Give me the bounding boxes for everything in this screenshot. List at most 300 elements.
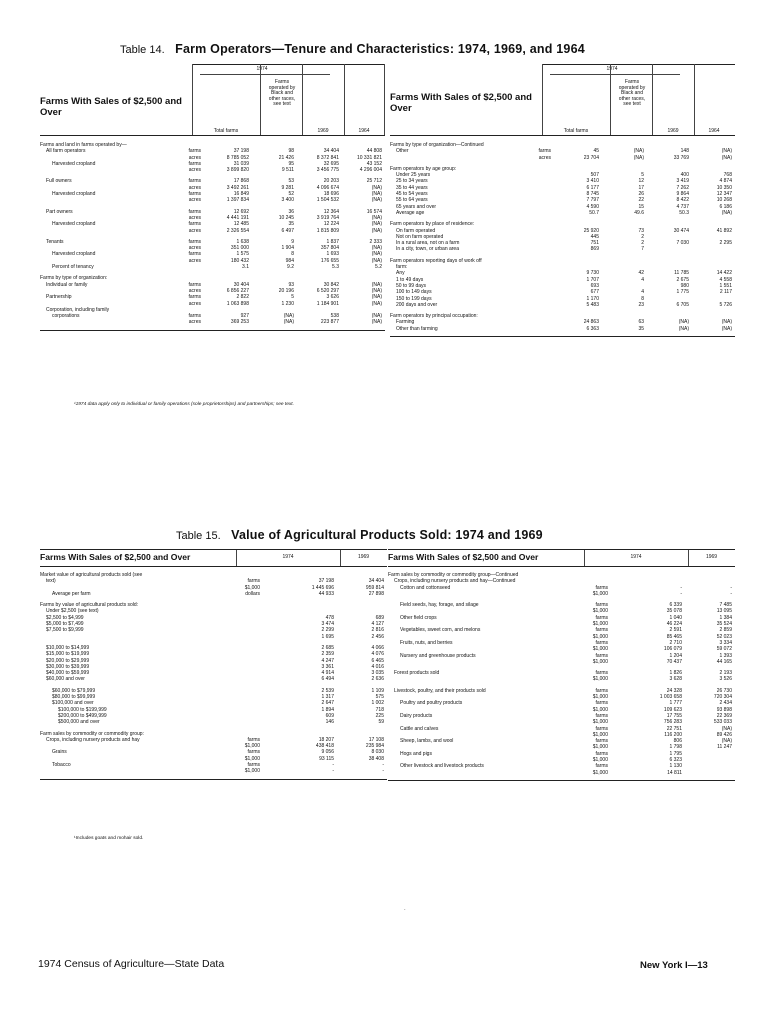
cell-y1969: 400 — [680, 172, 689, 179]
cell-y1964: (NA) — [371, 294, 382, 301]
cell-black: 1 904 — [281, 245, 294, 252]
cell-y1974: 4 247 — [321, 657, 334, 664]
table14-footnote: ¹1974 data apply only to individual or family operations (sole proprietorships) and partnerships; see text. — [74, 402, 294, 407]
cell-y1974: 1 777 — [669, 700, 682, 707]
cell-y1969: 1 384 — [719, 614, 732, 621]
table14-right-col-1964: 1964 — [708, 127, 720, 134]
row-unit: farms — [188, 208, 201, 215]
cell-y1969: - — [730, 584, 732, 591]
cell-y1969: 575 — [375, 694, 384, 701]
cell-total: 2 822 — [236, 294, 249, 301]
row-unit: farms — [188, 238, 201, 245]
cell-y1974: 1 445 696 — [311, 584, 334, 591]
cell-total: 5 483 — [586, 301, 599, 308]
table14-title — [120, 40, 585, 58]
row-label: Forest products sold — [394, 670, 440, 677]
cell-y1969: 718 — [375, 706, 384, 713]
cell-y1969: 2 816 — [371, 627, 384, 634]
cell-total: 8 745 — [586, 191, 599, 198]
cell-black: 4 — [641, 289, 644, 296]
cell-y1974: 2 591 — [669, 627, 682, 634]
cell-black: 12 — [638, 178, 644, 185]
cell-y1969: 17 108 — [368, 736, 384, 743]
cell-black: 9.2 — [287, 264, 294, 271]
cell-y1969: 6 520 297 — [316, 287, 339, 294]
row-label: Poultry and poultry products — [400, 700, 463, 707]
table14-right-col-black: Farms operated by Black and other races, see text — [618, 79, 646, 107]
cell-y1974: 109 623 — [663, 706, 682, 713]
cell-y1974: 35 078 — [666, 608, 682, 615]
row-unit: farms — [595, 602, 608, 609]
cell-total: 507 — [590, 172, 599, 179]
cell-y1969: 59 072 — [716, 646, 732, 653]
cell-y1974: 478 — [325, 614, 334, 621]
cell-y1964: 1 551 — [719, 282, 732, 289]
row-label: Farm sales by commodity or commodity group—Continued — [388, 572, 518, 578]
cell-y1964: 25 712 — [366, 178, 382, 185]
row-unit: acres — [188, 257, 201, 264]
table14-left — [40, 64, 385, 331]
cell-black: 52 — [288, 191, 294, 198]
row-label: $5,000 to $7,499 — [46, 621, 84, 628]
cell-black: 98 — [288, 148, 294, 155]
cell-y1964: (NA) — [721, 209, 732, 216]
row-label: Farms by type of organization—Continued — [390, 142, 484, 148]
row-label: Part owners — [46, 208, 73, 215]
table14-left-col-1964: 1964 — [358, 127, 370, 134]
row-label: $500,000 and over — [58, 719, 100, 726]
row-label: 55 to 64 years — [396, 197, 428, 204]
table15-right-col-1974: 1974 — [630, 554, 642, 560]
cell-total: 3 410 — [586, 178, 599, 185]
cell-total: 3 492 261 — [226, 184, 249, 191]
table15-left-body — [40, 567, 387, 780]
row-label: $10,000 to $14,999 — [46, 644, 90, 651]
row-label: Fruits, nuts, and berries — [400, 639, 453, 646]
cell-y1964: (NA) — [371, 251, 382, 258]
row-unit: $1,000 — [592, 646, 608, 653]
cell-y1969: 35 524 — [716, 621, 732, 628]
cell-y1969: 1 504 532 — [316, 197, 339, 204]
cell-y1969: 3 456 775 — [316, 167, 339, 174]
row-label: $15,000 to $19,999 — [46, 651, 90, 658]
row-label: Individual or family — [46, 281, 88, 288]
cell-y1974: - — [680, 590, 682, 597]
row-label: Farm operators reporting days of work off — [390, 257, 482, 264]
cell-y1969: 4 016 — [371, 663, 384, 670]
cell-y1974: 44 933 — [318, 590, 334, 597]
cell-black: 5 — [291, 294, 294, 301]
cell-y1969: 30 474 — [673, 227, 689, 234]
row-unit: acres — [188, 214, 201, 221]
table15-right-body — [388, 567, 735, 781]
table14-right-body — [390, 136, 735, 337]
cell-y1969: 93 898 — [716, 706, 732, 713]
cell-y1969: 11 247 — [717, 744, 732, 751]
row-label: Farm operators by age group: — [390, 165, 457, 172]
cell-y1964: 5.2 — [375, 264, 382, 271]
cell-y1969: 4 737 — [676, 203, 689, 210]
table14-right-col-total: Total farms — [563, 127, 589, 134]
cell-total: 23 704 — [583, 154, 599, 161]
row-label: Farm operators by principal occupation: — [390, 313, 478, 320]
cell-y1964: 10 268 — [716, 197, 732, 204]
cell-total: 12 485 — [233, 221, 249, 228]
cell-total: 24 863 — [583, 319, 599, 326]
cell-y1974: 22 751 — [666, 725, 682, 732]
cell-black: (NA) — [633, 148, 644, 155]
stray-mark: . — [404, 906, 406, 912]
page-footer-source: 1974 Census of Agriculture—State Data — [38, 958, 225, 970]
cell-y1969: 12 364 — [323, 208, 339, 215]
cell-black: 17 — [638, 184, 644, 191]
cell-y1969: 689 — [375, 614, 384, 621]
row-unit: $1,000 — [244, 755, 260, 762]
row-unit: farms — [247, 736, 260, 743]
table15-left-col-1969: 1969 — [357, 554, 370, 560]
cell-black: 15 — [638, 203, 644, 210]
table14-left-year-group: 1974 — [256, 66, 268, 72]
cell-black: 10 245 — [278, 214, 294, 221]
cell-y1969: 30 842 — [323, 281, 339, 288]
cell-y1964: 2 333 — [369, 238, 382, 245]
row-label: In a city, town, or urban area — [396, 246, 459, 253]
cell-black: 5 — [641, 172, 644, 179]
cell-total: 6 363 — [586, 325, 599, 332]
row-unit: $1,000 — [592, 744, 608, 751]
cell-total: 4 590 — [586, 203, 599, 210]
cell-black: 9 281 — [281, 184, 294, 191]
row-unit: acres — [188, 227, 201, 234]
cell-y1974: 6 323 — [669, 757, 682, 764]
row-unit: acres — [188, 245, 201, 252]
cell-total: 6 856 227 — [226, 287, 249, 294]
cell-total: 12 692 — [233, 208, 249, 215]
row-unit: $1,000 — [244, 584, 260, 591]
cell-total: 369 253 — [230, 319, 249, 326]
cell-y1964: 2 117 — [719, 289, 732, 296]
cell-y1964: (NA) — [721, 148, 732, 155]
table14-right-year-group: 1974 — [606, 66, 618, 72]
row-unit: $1,000 — [592, 706, 608, 713]
cell-y1969: 2 859 — [719, 627, 732, 634]
cell-y1974: 1 798 — [669, 744, 682, 751]
cell-y1964: 4 296 004 — [359, 167, 382, 174]
cell-black: 53 — [288, 178, 294, 185]
cell-y1974: 2 359 — [321, 651, 334, 658]
cell-y1974: 9 056 — [321, 749, 334, 756]
row-unit: $1,000 — [592, 676, 608, 683]
cell-y1974: 1 130 — [669, 763, 682, 770]
cell-total: 869 — [590, 246, 599, 253]
cell-y1974: 106 079 — [663, 646, 682, 653]
row-unit: farms — [595, 738, 608, 745]
row-unit: farms — [595, 750, 608, 757]
cell-y1964: 10 331 821 — [356, 154, 382, 161]
cell-y1969: 3 526 — [719, 676, 732, 683]
cell-total: 30 404 — [233, 281, 249, 288]
cell-y1974: 2 647 — [321, 700, 334, 707]
cell-y1974: 1 894 — [321, 706, 334, 713]
table-row — [40, 264, 385, 270]
cell-total: 927 — [240, 313, 249, 320]
cell-total: 751 — [590, 240, 599, 247]
row-unit: farms — [188, 148, 201, 155]
cell-y1969: 4 066 — [371, 644, 384, 651]
row-label: Livestock, poultry, and their products sold — [394, 687, 486, 694]
cell-black: 95 — [288, 160, 294, 167]
cell-black: 9 511 — [281, 167, 294, 174]
cell-y1964: (NA) — [721, 325, 732, 332]
cell-y1964: 4 558 — [719, 276, 732, 283]
cell-y1969: - — [382, 762, 384, 769]
row-unit: $1,000 — [592, 608, 608, 615]
cell-y1969: 20 203 — [323, 178, 339, 185]
row-label: On farm operated — [396, 227, 436, 234]
row-unit: farms — [188, 313, 201, 320]
cell-black: 1 230 — [281, 300, 294, 307]
table-row — [40, 768, 387, 774]
cell-y1969: 5.3 — [332, 264, 339, 271]
cell-y1964: (NA) — [371, 319, 382, 326]
cell-total: 2 326 554 — [226, 227, 249, 234]
row-label: Crops, including nursery products and hay—Continued — [394, 578, 516, 585]
row-label: Not on farm operated — [396, 233, 444, 240]
row-label: Average per farm — [52, 590, 91, 597]
cell-y1969: 223 877 — [320, 319, 339, 326]
row-label: Full owners — [46, 178, 72, 185]
cell-y1969: 2 456 — [371, 633, 384, 640]
cell-black: 2 — [641, 240, 644, 247]
cell-y1969: 2 434 — [719, 700, 732, 707]
cell-y1974: 146 — [325, 719, 334, 726]
row-unit: farms — [595, 687, 608, 694]
row-label: Farms by type of organization: — [40, 275, 108, 282]
cell-total: 351 000 — [230, 245, 249, 252]
cell-total: 693 — [590, 282, 599, 289]
cell-y1969: 4 127 — [371, 621, 384, 628]
cell-y1969: (NA) — [678, 319, 689, 326]
cell-y1964: 6 186 — [719, 203, 732, 210]
row-label: Harvested cropland — [52, 160, 96, 167]
cell-y1969: 959 814 — [365, 584, 384, 591]
table-row — [390, 302, 735, 308]
cell-black: 26 — [638, 191, 644, 198]
table15-number: Table 15. — [176, 530, 221, 542]
cell-y1969: 2 193 — [719, 670, 732, 677]
cell-black: 49.6 — [634, 209, 644, 216]
cell-total: 45 — [593, 148, 599, 155]
cell-y1964: (NA) — [371, 191, 382, 198]
cell-black: 23 — [638, 301, 644, 308]
row-unit: acres — [188, 287, 201, 294]
cell-y1974: 1 695 — [321, 633, 334, 640]
cell-y1974: 70 437 — [666, 658, 682, 665]
table-row — [40, 319, 385, 325]
cell-y1964: (NA) — [721, 319, 732, 326]
row-label: Farms by value of agricultural products sold: — [40, 602, 139, 609]
row-unit: farms — [595, 670, 608, 677]
row-unit: farms — [595, 700, 608, 707]
cell-y1969: 357 804 — [320, 245, 339, 252]
cell-black: 35 — [288, 221, 294, 228]
row-label: $60,000 and over — [46, 676, 85, 683]
cell-y1969: 13 095 — [716, 608, 732, 615]
cell-y1964: 16 574 — [366, 208, 382, 215]
cell-y1969: 1 109 — [371, 687, 384, 694]
cell-y1969: 7 262 — [676, 184, 689, 191]
row-unit: farms — [188, 191, 201, 198]
cell-y1969: 3 626 — [326, 294, 339, 301]
cell-y1969: 533 033 — [713, 719, 732, 726]
cell-y1969: 59 — [378, 719, 384, 726]
table14-left-col-total: Total farms — [213, 127, 239, 134]
cell-y1969: 34 404 — [323, 148, 339, 155]
cell-y1974: 46 224 — [666, 621, 682, 628]
row-label: Hogs and pigs — [400, 750, 432, 757]
row-label: 200 days and over — [396, 301, 438, 308]
row-label: 1 to 49 days — [396, 276, 424, 283]
row-unit: farms — [538, 148, 551, 155]
row-label: $2,500 to $4,999 — [46, 614, 84, 621]
table14-right — [390, 64, 735, 337]
cell-y1974: 1 795 — [669, 750, 682, 757]
cell-y1974: 756 283 — [663, 719, 682, 726]
row-label: text) — [46, 578, 56, 585]
cell-y1969: 18 696 — [323, 191, 339, 198]
page-footer-page-number: New York I—13 — [640, 960, 708, 971]
cell-y1964: 4 874 — [719, 178, 732, 185]
cell-total: 31 039 — [233, 160, 249, 167]
table15-right-col-1969: 1969 — [705, 554, 718, 560]
cell-y1964: (NA) — [371, 287, 382, 294]
row-label: Farm operators by place of residence: — [390, 221, 475, 228]
row-label: Cotton and cottonseed — [400, 584, 451, 591]
row-unit: $1,000 — [592, 590, 608, 597]
row-label: Harvested cropland — [52, 251, 96, 258]
cell-y1969: 34 404 — [368, 578, 384, 585]
cell-black: 8 — [291, 251, 294, 258]
row-label: 150 to 199 days — [396, 295, 432, 302]
row-label: Farm sales by commodity or commodity group: — [40, 730, 144, 737]
cell-y1969: 7 030 — [676, 240, 689, 247]
cell-y1974: - — [332, 762, 334, 769]
cell-y1974: 37 198 — [318, 578, 334, 585]
cell-y1969: 1 775 — [676, 289, 689, 296]
cell-y1969: 33 769 — [673, 154, 689, 161]
cell-y1964: (NA) — [371, 257, 382, 264]
row-unit: $1,000 — [244, 768, 260, 775]
row-label: Farming — [396, 319, 415, 326]
cell-total: 180 432 — [230, 257, 249, 264]
cell-y1974: 3 474 — [321, 621, 334, 628]
row-unit: farms — [247, 762, 260, 769]
table15-left-section-title: Farms With Sales of $2,500 and Over — [40, 552, 191, 562]
cell-y1964: 2 295 — [719, 240, 732, 247]
table-row — [388, 770, 735, 776]
row-unit: $1,000 — [592, 633, 608, 640]
cell-y1969: - — [730, 590, 732, 597]
cell-y1974: 18 207 — [318, 736, 334, 743]
cell-y1974: 2 299 — [321, 627, 334, 634]
cell-black: 63 — [638, 319, 644, 326]
row-label: Dairy products — [400, 712, 433, 719]
row-unit: farms — [595, 614, 608, 621]
row-unit: farms — [595, 627, 608, 634]
cell-y1969: 3 919 764 — [316, 214, 339, 221]
cell-y1964: (NA) — [371, 214, 382, 221]
row-unit: acres — [538, 154, 551, 161]
cell-total: 3 899 820 — [226, 167, 249, 174]
cell-y1969: 8 030 — [371, 749, 384, 756]
cell-y1969: 1 815 809 — [316, 227, 339, 234]
cell-y1969: (NA) — [678, 325, 689, 332]
cell-y1974: 609 — [325, 712, 334, 719]
row-unit: acres — [188, 154, 201, 161]
cell-y1974: 4 914 — [321, 670, 334, 677]
cell-y1969: 27 898 — [368, 590, 384, 597]
cell-y1969: 12 224 — [323, 221, 339, 228]
row-unit: $1,000 — [592, 731, 608, 738]
cell-y1964: 43 152 — [366, 160, 382, 167]
row-label: $80,000 to $99,999 — [52, 694, 96, 701]
cell-y1969: (NA) — [721, 725, 732, 732]
cell-black: 21 426 — [278, 154, 294, 161]
table-row — [390, 210, 735, 216]
cell-y1964: 10 350 — [716, 184, 732, 191]
table14-left-col-1969: 1969 — [317, 127, 329, 134]
cell-y1974: 6 494 — [321, 676, 334, 683]
row-label: Under 25 years — [396, 172, 431, 179]
table14-right-col-1969: 1969 — [667, 127, 679, 134]
row-label: Under $2,500 (see text) — [46, 608, 99, 615]
cell-y1969: 6 465 — [371, 657, 384, 664]
row-unit: farms — [247, 578, 260, 585]
cell-black: 36 — [288, 208, 294, 215]
cell-y1974: 1 317 — [321, 694, 334, 701]
cell-y1964: (NA) — [371, 197, 382, 204]
table14-number: Table 14. — [120, 44, 165, 56]
cell-y1964: (NA) — [371, 313, 382, 320]
cell-total: 16 849 — [233, 191, 249, 198]
row-label: $60,000 to $79,999 — [52, 687, 96, 694]
row-label: 35 to 44 years — [396, 184, 428, 191]
table-row — [390, 326, 735, 332]
cell-black: 984 — [285, 257, 294, 264]
row-unit: farms — [188, 221, 201, 228]
cell-y1969: 52 023 — [716, 633, 732, 640]
cell-y1969: 32 695 — [323, 160, 339, 167]
row-label: Sheep, lambs, and wool — [400, 738, 454, 745]
cell-y1969: 1 002 — [371, 700, 384, 707]
table15-right-section-title: Farms With Sales of $2,500 and Over — [388, 552, 539, 562]
row-label: Harvested cropland — [52, 221, 96, 228]
cell-y1964: (NA) — [371, 245, 382, 252]
cell-y1969: 980 — [680, 282, 689, 289]
row-unit: $1,000 — [592, 694, 608, 701]
row-unit: acres — [188, 300, 201, 307]
row-label: Crops, including nursery products and hay — [46, 736, 140, 743]
row-label: Field seeds, hay, forage, and silage — [400, 602, 479, 609]
cell-black: 9 — [291, 238, 294, 245]
table15-right — [388, 549, 735, 781]
cell-y1969: 11 785 — [674, 270, 689, 277]
table14-left-body — [40, 136, 385, 331]
row-label: Nursery and greenhouse products — [400, 652, 476, 659]
row-unit: farms — [247, 749, 260, 756]
row-unit: farms — [188, 281, 201, 288]
row-label: $200,000 to $499,999 — [58, 712, 107, 719]
